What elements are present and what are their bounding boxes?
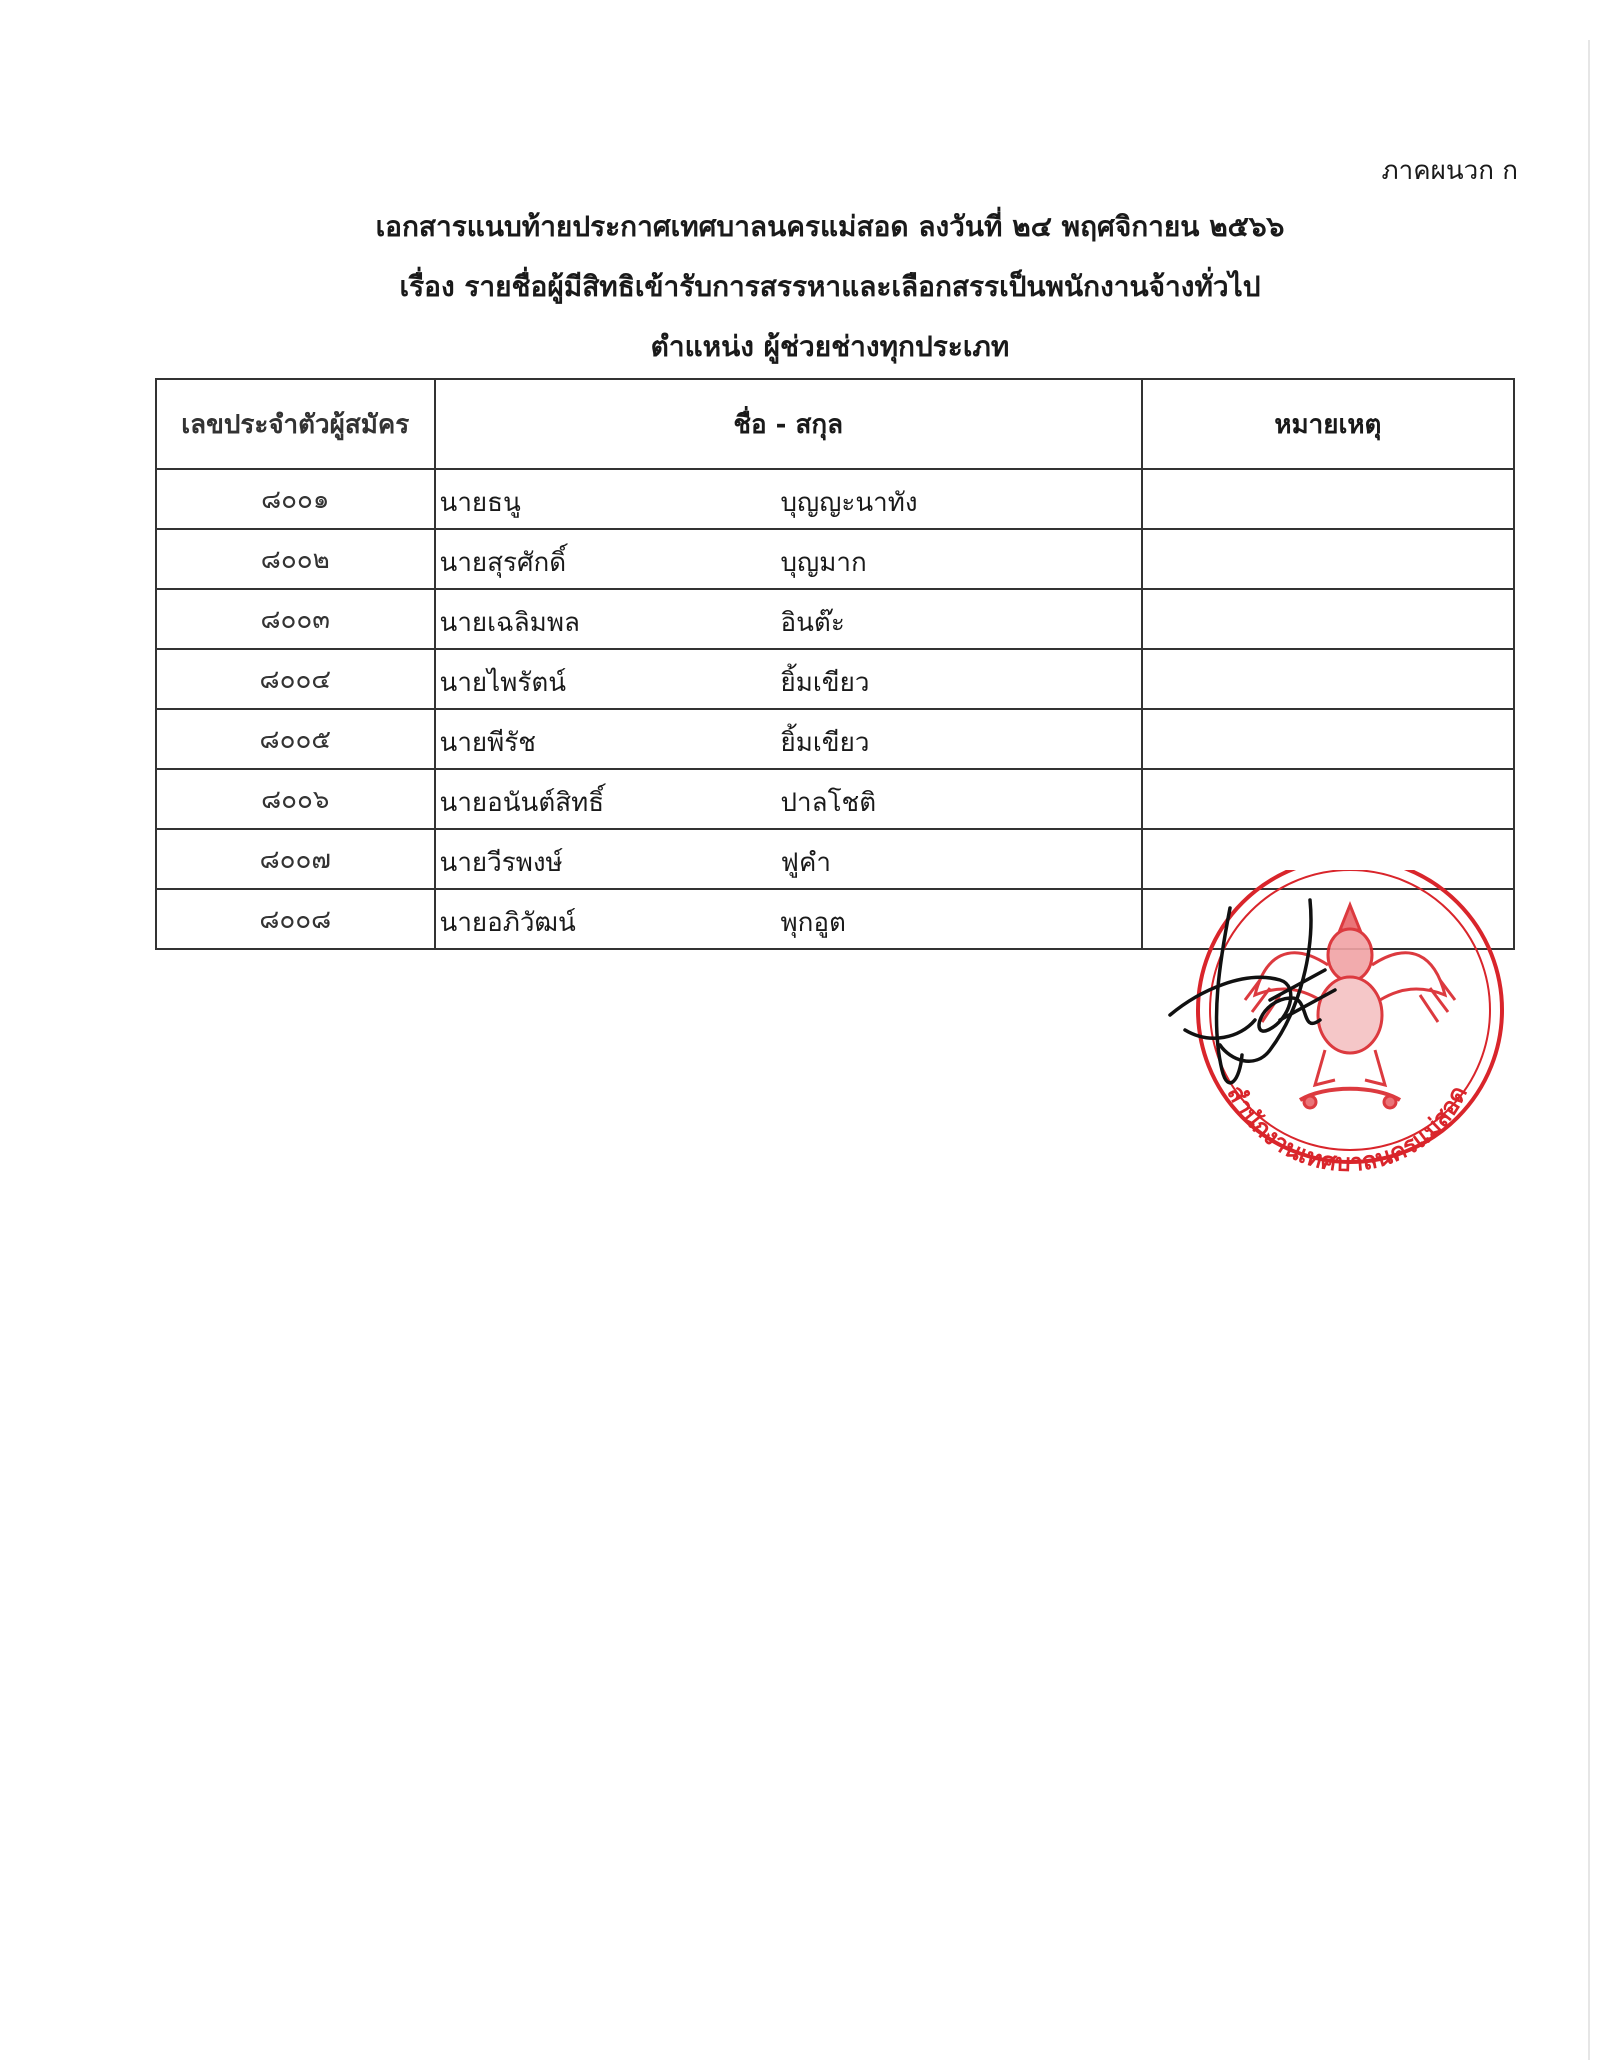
table-row bbox=[156, 649, 1514, 709]
document-heading-line2: เรื่อง รายชื่อผู้มีสิทธิเข้ารับการสรรหาและเลือกสรรเป็นพนักงานจ้างทั่วไป bbox=[399, 270, 1261, 303]
full-name-cell bbox=[435, 709, 1142, 769]
first-name: นายเฉลิมพล bbox=[439, 608, 580, 638]
document-heading-line3: ตำแหน่ง ผู้ช่วยช่างทุกประเภท bbox=[650, 330, 1010, 363]
table-header-row bbox=[156, 379, 1514, 469]
document-heading-line1: เอกสารแนบท้ายประกาศเทศบาลนครแม่สอด ลงวันที่ ๒๔ พฤศจิกายน ๒๕๖๖ bbox=[375, 210, 1285, 243]
last-name: บุญญะนาทัง bbox=[780, 488, 918, 518]
applicant-id: ๘๐๐๖ bbox=[156, 769, 435, 829]
applicant-id: ๘๐๐๕ bbox=[156, 709, 435, 769]
first-name: นายพีรัช bbox=[439, 728, 536, 758]
remarks-cell bbox=[1142, 649, 1514, 709]
seal-text: สำนักงานเทศบาลนครแม่สอด bbox=[1221, 1080, 1473, 1178]
table-row bbox=[156, 769, 1514, 829]
full-name-cell bbox=[435, 469, 1142, 529]
first-name: นายอภิวัฒน์ bbox=[439, 908, 576, 938]
official-seal-with-signature bbox=[1150, 870, 1530, 1200]
applicant-id: ๘๐๐๓ bbox=[156, 589, 435, 649]
applicant-table bbox=[155, 378, 1515, 950]
table-row bbox=[156, 529, 1514, 589]
applicant-id: ๘๐๐๗ bbox=[156, 829, 435, 889]
header-remarks: หมายเหตุ bbox=[1142, 379, 1514, 469]
first-name: นายอนันต์สิทธิ์ bbox=[439, 788, 605, 818]
remarks-cell bbox=[1142, 709, 1514, 769]
full-name-cell bbox=[435, 529, 1142, 589]
full-name-cell bbox=[435, 829, 1142, 889]
first-name: นายสุรศักดิ์ bbox=[439, 548, 567, 578]
last-name: ปาลโชติ bbox=[780, 788, 877, 818]
last-name: ยิ้มเขียว bbox=[780, 728, 870, 758]
applicant-id: ๘๐๐๔ bbox=[156, 649, 435, 709]
applicant-id: ๘๐๐๒ bbox=[156, 529, 435, 589]
applicant-id: ๘๐๐๑ bbox=[156, 469, 435, 529]
last-name: พุกอูต bbox=[780, 908, 846, 938]
last-name: อินต๊ะ bbox=[780, 608, 845, 638]
header-applicant-id: เลขประจำตัวผู้สมัคร bbox=[156, 379, 435, 469]
header-full-name: ชื่อ - สกุล bbox=[435, 379, 1142, 469]
remarks-cell bbox=[1142, 589, 1514, 649]
table-row bbox=[156, 589, 1514, 649]
applicant-id: ๘๐๐๘ bbox=[156, 889, 435, 949]
table-row bbox=[156, 709, 1514, 769]
first-name: นายธนู bbox=[439, 488, 521, 518]
full-name-cell bbox=[435, 889, 1142, 949]
last-name: บุญมาก bbox=[780, 548, 867, 578]
first-name: นายวีรพงษ์ bbox=[439, 848, 563, 878]
full-name-cell bbox=[435, 769, 1142, 829]
full-name-cell bbox=[435, 649, 1142, 709]
appendix-label: ภาคผนวก ก bbox=[1381, 156, 1518, 186]
last-name: ยิ้มเขียว bbox=[780, 668, 870, 698]
remarks-cell bbox=[1142, 529, 1514, 589]
first-name: นายไพรัตน์ bbox=[439, 668, 566, 698]
remarks-cell bbox=[1142, 769, 1514, 829]
remarks-cell bbox=[1142, 469, 1514, 529]
last-name: ฟูคำ bbox=[780, 848, 831, 878]
full-name-cell bbox=[435, 589, 1142, 649]
table-row bbox=[156, 469, 1514, 529]
